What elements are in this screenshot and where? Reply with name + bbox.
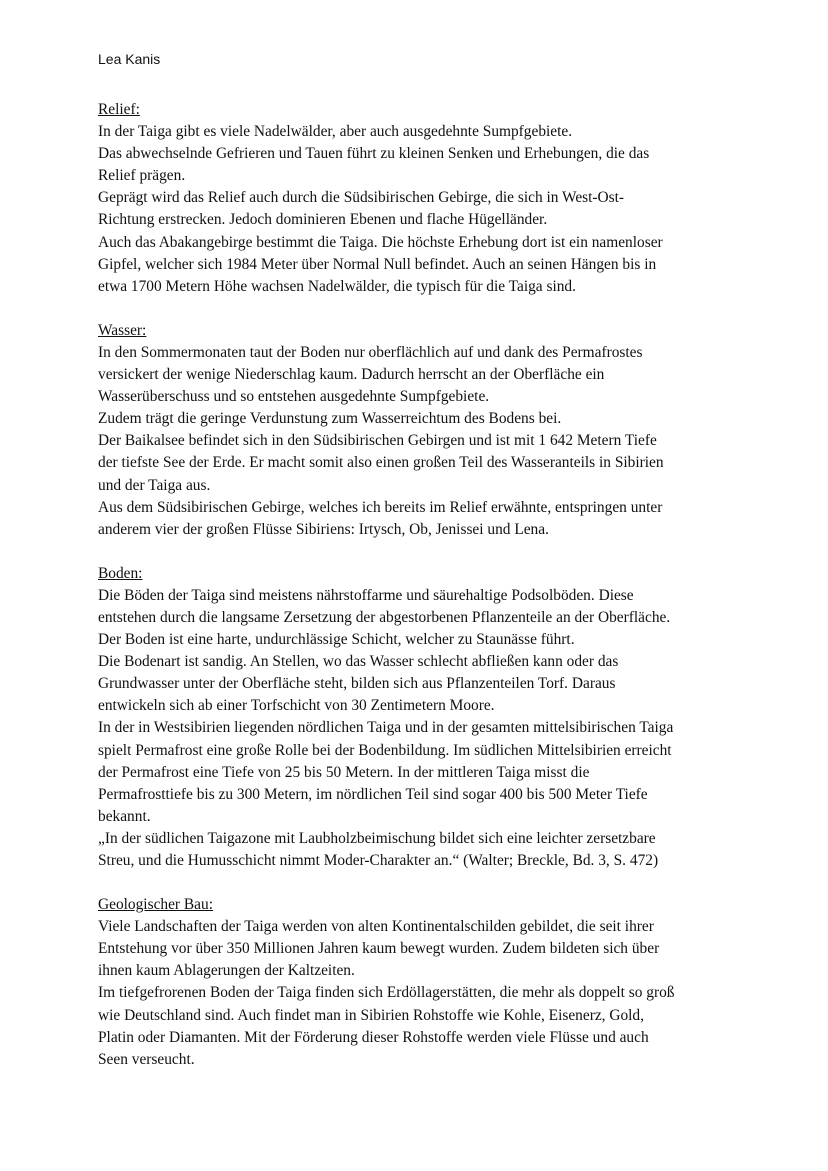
text-line: ihnen kaum Ablagerungen der Kaltzeiten. [98,962,355,980]
text-line: Zudem trägt die geringe Verdunstung zum Wasserreichtum des Bodens bei. [98,410,562,428]
section-heading: Geologischer Bau: [98,896,213,914]
text-line: Richtung erstrecken. Jedoch dominieren Ebenen und flache Hügelländer. [98,211,548,229]
section-geologischer-bau [98,894,738,1071]
section-wasser [98,320,738,541]
text-line: der Permafrost eine Tiefe von 25 bis 50 Metern. In der mittleren Taiga misst die [98,763,590,781]
text-line: und der Taiga aus. [98,476,211,494]
text-line: Seen verseucht. [98,1050,195,1068]
text-line: Grundwasser unter der Oberfläche steht, bilden sich aus Pflanzenteilen Torf. Daraus [98,675,616,693]
text-line: Das abwechselnde Gefrieren und Tauen führt zu kleinen Senken und Erhebungen, die das [98,145,650,163]
document-body [98,99,738,1093]
text-line: Viele Landschaften der Taiga werden von alten Kontinentalschilden gebildet, die seit ihrer [98,918,654,936]
text-line: Der Baikalsee befindet sich in den Südsibirischen Gebirgen und ist mit 1 642 Metern Tiefe [98,432,657,450]
text-line: Auch das Abakangebirge bestimmt die Taiga. Die höchste Erhebung dort ist ein namenloser [98,233,663,251]
text-line: entwickeln sich ab einer Torfschicht von 30 Zentimetern Moore. [98,697,495,715]
text-line: Die Böden der Taiga sind meistens nährstoffarme und säurehaltige Podsolböden. Diese [98,586,634,604]
text-line: Entstehung vor über 350 Millionen Jahren kaum bewegt wurden. Zudem bildeten sich über [98,940,660,958]
text-line: Wasserüberschuss und so entstehen ausgedehnte Sumpfgebiete. [98,388,490,406]
quote-line: Streu, und die Humusschicht nimmt Moder-Charakter an.“ (Walter; Breckle, Bd. 3, S. 472) [98,852,659,869]
text-line: bekannt. [98,807,151,825]
text-line: Aus dem Südsibirischen Gebirge, welches ich bereits im Relief erwähnte, entspringen unter [98,498,663,516]
text-line: Relief prägen. [98,167,186,185]
text-line: Gipfel, welcher sich 1984 Meter über Normal Null befindet. Auch an seinen Hängen bis in [98,255,657,273]
text-line: Permafrosttiefe bis zu 300 Metern, im nördlichen Teil sind sogar 400 bis 500 Meter Tiefe [98,785,648,803]
text-line: versickert der wenige Niederschlag kaum. Dadurch herrscht an der Oberfläche ein [98,366,605,384]
text-line: In den Sommermonaten taut der Boden nur oberflächlich auf und dank des Permafrostes [98,343,643,361]
text-line: wie Deutschland sind. Auch findet man in Sibirien Rohstoffe wie Kohle, Eisenerz, Gold, [98,1006,644,1024]
section-relief [98,99,738,298]
text-line: Der Boden ist eine harte, undurchlässige Schicht, welcher zu Staunässe führt. [98,631,575,649]
author-name: Lea Kanis [98,51,161,67]
quote-line: „In der südlichen Taigazone mit Laubholzbeimischung bildet sich eine leichter zersetzbare [98,829,656,847]
section-heading: Wasser: [98,321,147,339]
text-line: anderem vier der großen Flüsse Sibiriens: Irtysch, Ob, Jenissei und Lena. [98,520,549,538]
text-line: etwa 1700 Metern Höhe wachsen Nadelwälder, die typisch für die Taiga sind. [98,277,576,295]
text-line: Platin oder Diamanten. Mit der Förderung dieser Rohstoffe werden viele Flüsse und auch [98,1028,649,1046]
text-line: In der Taiga gibt es viele Nadelwälder, aber auch ausgedehnte Sumpfgebiete. [98,123,573,141]
section-heading: Relief: [98,101,140,118]
text-line: Die Bodenart ist sandig. An Stellen, wo das Wasser schlecht abfließen kann oder das [98,653,619,671]
text-line: entstehen durch die langsame Zersetzung der abgestorbenen Pflanzenteile an der Oberfläche. [98,608,671,626]
text-line: spielt Permafrost eine große Rolle bei der Bodenbildung. Im südlichen Mittelsibirien erreicht [98,741,672,759]
text-line: Im tiefgefrorenen Boden der Taiga finden sich Erdöllagerstätten, die mehr als doppelt so groß [98,984,675,1002]
text-line: der tiefste See der Erde. Er macht somit also einen großen Teil des Wasseranteils in Sibirien [98,454,664,472]
section-boden [98,563,738,872]
section-heading: Boden: [98,564,143,582]
text-line: Geprägt wird das Relief auch durch die Südsibirischen Gebirge, die sich in West-Ost- [98,189,625,207]
text-line: In der in Westsibirien liegenden nördlichen Taiga und in der gesamten mittelsibirischen Taiga [98,719,674,737]
